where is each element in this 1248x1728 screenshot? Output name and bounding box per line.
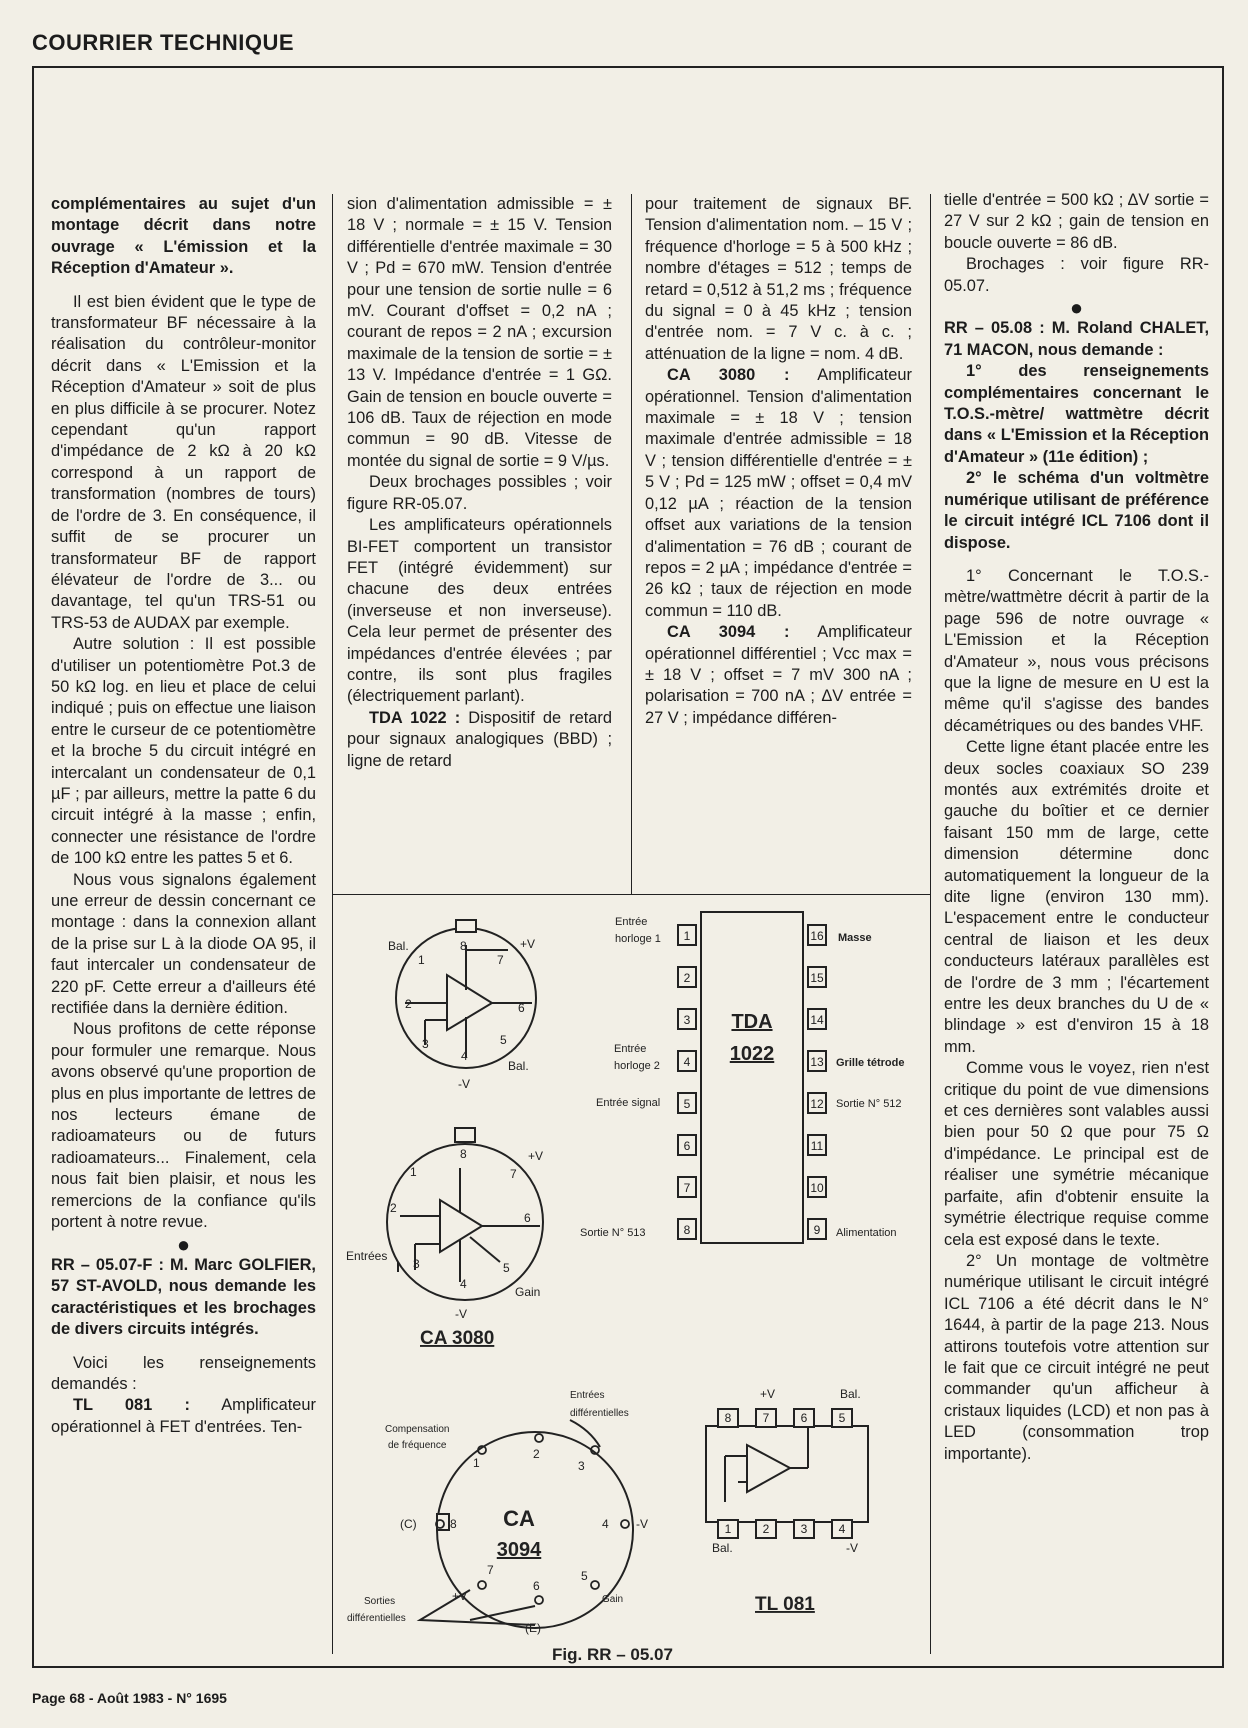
label-minus-v: -V bbox=[846, 1541, 858, 1555]
pin-marker bbox=[478, 1581, 486, 1589]
ca3080-title: CA 3080 bbox=[420, 1328, 495, 1349]
pin-number: 7 bbox=[510, 1167, 517, 1181]
pin-number: 1 bbox=[683, 929, 691, 943]
pin-number: 1 bbox=[410, 1165, 417, 1179]
pin-marker bbox=[621, 1520, 629, 1528]
pin-number: 5 bbox=[500, 1033, 507, 1047]
label-gain: Gain bbox=[602, 1594, 624, 1605]
pin-number: 6 bbox=[800, 1411, 808, 1425]
paragraph: Nous vous signalons également une erreur de dessin concernant ce montage : dans la connexion allant de la prise sur L à la diode OA 95, il faut intercaler un condensateur de 220 pF. Cette erreur a d'ailleurs été rectifiée dans la dernière édition. bbox=[51, 870, 316, 1018]
pin-number: 8 bbox=[683, 1223, 691, 1237]
pin-marker bbox=[535, 1596, 543, 1604]
pin-marker bbox=[535, 1434, 543, 1442]
pin-number: 6 bbox=[524, 1211, 531, 1225]
annotation-label: différentielles bbox=[570, 1408, 629, 1419]
paragraph: Autre solution : Il est possible d'utiliser un potentiomètre Pot.3 de 50 kΩ log. en lieu et place de celui indiqué ; puis on effectue une liaison entre le curseur de ce potentiomètre et la broche 5 du circuit intégré en intercalant un condensateur de 0,1 µF ; par ailleurs, mettre la patte 6 du circuit intégré à la masse ; enfin, connecter une résistance de l'ordre de 100 kΩ entre les pattes 5 et 6. bbox=[51, 635, 316, 868]
pin-marker bbox=[591, 1581, 599, 1589]
pin-number: 6 bbox=[683, 1139, 691, 1153]
paragraph: Cette ligne étant placée entre les deux socles coaxiaux SO 239 montés aux extrémités droite et gauche du boîtier et ce dernier faisant 150 mm de large, cette dimension détermine donc automatiquement la longueur de la dite ligne (environ 130 mm). L'espacement entre le conducteur central de liaison et les deux conducteurs latéraux parallèles est de l'ordre de 3 mm ; l'écartement entre les deux branches du U de « blindage » est d'environ 15 à 18 mm. bbox=[944, 738, 1209, 1056]
pin-number: 3 bbox=[422, 1037, 429, 1051]
paragraph: Les amplificateurs opérationnels BI-FET comportent un transistor FET (intégré évidemment) sur chacune des deux entrées (inverseuse et non inverseuse). Cela leur permet de présenter des impédances d'entrée élevées ; par contre, ils sont plus fragiles (électriquement parlant). bbox=[347, 516, 612, 706]
pin-number: 3 bbox=[413, 1257, 420, 1271]
pin-number: 7 bbox=[497, 953, 504, 967]
paragraph: 1° Concernant le T.O.S.-mètre/wattmètre décrit à partir de la page 596 de notre ouvrage « L'Emission et la Réception d'Amateur », nous vous précisons que la ligne de mesure en U est la même qu'il s'agisse des bandes décamétriques ou des bandes VHF. bbox=[944, 566, 1209, 735]
column-divider bbox=[930, 194, 931, 1654]
pin-number: 6 bbox=[518, 1001, 525, 1015]
label-e: (E) bbox=[525, 1621, 541, 1635]
pin-number: 8 bbox=[460, 939, 467, 953]
component-name: TL 081 : bbox=[73, 1396, 190, 1415]
column-1 bbox=[51, 194, 316, 1438]
page-footer: Page 68 - Août 1983 - N° 1695 bbox=[32, 1690, 227, 1706]
pin-number: 3 bbox=[578, 1459, 585, 1473]
paragraph bbox=[645, 365, 912, 622]
input-arrow bbox=[570, 1420, 600, 1447]
pin-number: 2 bbox=[390, 1201, 397, 1215]
paragraph: Voici les renseignements demandés : bbox=[51, 1353, 316, 1393]
package-tab bbox=[455, 1128, 475, 1142]
label-bal: Bal. bbox=[840, 1387, 861, 1401]
page-header-title: COURRIER TECHNIQUE bbox=[32, 30, 295, 55]
question-item: 1° des renseignements complémentaires concernant le T.O.S.-mètre/ wattmètre décrit dans « L'Emission et la Réception d'Amateur » (11e édition) ; bbox=[944, 362, 1209, 466]
pin-number: 8 bbox=[450, 1517, 457, 1531]
label-bal: Bal. bbox=[388, 939, 409, 953]
paragraph: Il est bien évident que le type de transformateur BF nécessaire à la réalisation du contrôleur-monitor décrit dans « L'Emission et la Réception d'Amateur » soit de plus en plus difficile à se procurer. Notez cependant qu'un rapport d'impédance de 2 kΩ à 20 kΩ correspond à un rapport de transformation (nombres de tours) de l'ordre de 3. En conséquence, il suffit de se procurer un transformateur BF de rapport élévateur de l'ordre de 3... ou davantage, tel qu'un TRS-51 ou TRS-53 de AUDAX par exemple. bbox=[51, 292, 316, 632]
paragraph: tielle d'entrée = 500 kΩ ; ΔV sortie = 27 V sur 2 kΩ ; gain de tension en boucle ouverte = 86 dB. bbox=[944, 191, 1209, 252]
pin-number: 9 bbox=[813, 1223, 821, 1237]
paragraph: 2° Un montage de voltmètre numérique utilisant le circuit intégré ICL 7106 a été décrit dans le N° 1644, à partir de la page 213. Nous attirons toutefois votre attention sur le fait que ce circuit intégré ne peut commander qu'un afficheur à cristaux liquides (LCD) et non pas à LED (consommation trop importante). bbox=[944, 1251, 1209, 1463]
label-plus-v: +V bbox=[760, 1387, 776, 1401]
tda1022-title-line1: TDA bbox=[731, 1011, 773, 1033]
paragraph-text: Amplificateur opérationnel à FET d'entrées. Ten- bbox=[51, 1396, 316, 1436]
pin-number: 4 bbox=[602, 1517, 609, 1531]
pin-label: Masse bbox=[838, 932, 872, 944]
annotation-label: différentielles bbox=[347, 1613, 406, 1624]
pin-label: Sortie N° 513 bbox=[580, 1227, 646, 1239]
opamp-symbol bbox=[747, 1445, 790, 1492]
figure-rr-05-07 bbox=[333, 895, 930, 1665]
output-lead bbox=[470, 1606, 535, 1620]
pin-number: 3 bbox=[800, 1522, 808, 1536]
pin-number: 15 bbox=[810, 971, 824, 985]
package-tab bbox=[456, 920, 476, 932]
pin-number: 4 bbox=[838, 1522, 846, 1536]
paragraph-text: Dispositif de retard pour signaux analogiques (BBD) ; ligne de retard bbox=[347, 708, 613, 770]
pin-number: 2 bbox=[533, 1447, 540, 1461]
label-bal: Bal. bbox=[508, 1059, 529, 1073]
label-plus-v: +V bbox=[452, 1589, 468, 1603]
paragraph-text: Amplificateur opérationnel. Tension d'alimentation maximale = ± 18 V ; tension maximale d'entrée admissible = 18 V ; tension différentielle d'entrée = ± 5 V ; Pd = 125 mW ; offset = 0,4 mV 0,12 µA ; réaction de la tension offset aux variations de la tension d'alimentation = 76 dB ; courant de repos = 2 µA ; impédance d'entrée = 26 kΩ ; taux de réjection en mode commun = 110 dB. bbox=[645, 366, 912, 620]
pin-number: 11 bbox=[810, 1139, 824, 1153]
paragraph: Brochages : voir figure RR-05.07. bbox=[944, 255, 1209, 295]
intro-text: complémentaires au sujet d'un montage décrit dans notre ouvrage « L'émission et la Réception d'Amateur ». bbox=[51, 195, 316, 278]
paragraph-text: Amplificateur opérationnel différentiel ; Vcc max = ± 18 V ; offset = 7 mV 300 nA ; polarisation = 700 nA ; ΔV entrée = 27 V ; impédance différen- bbox=[645, 623, 912, 727]
pin-number: 4 bbox=[460, 1277, 467, 1291]
pin-number: 2 bbox=[405, 997, 412, 1011]
paragraph: Comme vous le voyez, rien n'est critique du point de vue dimensions et ces dernières sont valables aussi bien pour 50 Ω que pour 75 Ω d'impédance. Le principal est de réaliser une symétrie mécanique parfaite, afin d'obtenir ensuite la symétrie électrique requise comme cela est exposé dans le texte. bbox=[944, 1059, 1209, 1249]
column-divider bbox=[631, 194, 632, 894]
label-bal: Bal. bbox=[712, 1541, 733, 1555]
pin-number: 4 bbox=[461, 1049, 468, 1063]
figure-caption: Fig. RR – 05.07 bbox=[552, 1645, 673, 1664]
pin-number: 6 bbox=[533, 1579, 540, 1593]
separator-bullet: ● bbox=[1069, 295, 1084, 321]
pin-label: horloge 2 bbox=[614, 1060, 660, 1072]
label-minus-v: -V bbox=[455, 1307, 467, 1321]
pin-number: 2 bbox=[683, 971, 691, 985]
pin-number: 5 bbox=[581, 1569, 588, 1583]
ca3094-title-line2: 3094 bbox=[496, 1539, 542, 1561]
label-minus-v: -V bbox=[636, 1517, 648, 1531]
pin-label: horloge 1 bbox=[615, 933, 661, 945]
separator-bullet: ● bbox=[176, 1231, 191, 1257]
paragraph: sion d'alimentation admissible = ± 18 V ; normale = ± 15 V. Tension différentielle d'entrée maximale = 30 V ; Pd = 670 mW. Tension d'entrée pour une tension de sortie nulle = 6 mV. Courant d'offset = 0,2 nA ; courant de repos = 2 nA ; excursion maximale de la tension de sortie = ± 13 V. Impédance d'entrée = 1 GΩ. Gain de tension en boucle ouverte = 106 dB. Taux de réjection en mode commun = 90 dB. Vitesse de montée du signal de sortie = 9 V/µs. bbox=[347, 195, 612, 470]
pin-number: 3 bbox=[683, 1013, 691, 1027]
label-entrees: Entrées bbox=[346, 1249, 388, 1263]
pin-number: 16 bbox=[810, 929, 824, 943]
pin-number: 1 bbox=[473, 1456, 480, 1470]
paragraph: Nous profitons de cette réponse pour formuler une remarque. Nous avons observé qu'une proportion de plus en plus importante de lettres de nos lecteurs émane de radioamateurs ou de futurs radioamateurs... Finalement, cela nous fait bien plaisir, et nous les remercions de la confiance qu'ils portent à notre revue. bbox=[51, 1020, 316, 1232]
pin-number: 7 bbox=[487, 1563, 494, 1577]
pin-number: 4 bbox=[683, 1055, 691, 1069]
pin-number: 13 bbox=[810, 1055, 824, 1069]
output-lead bbox=[420, 1590, 535, 1625]
label-plus-v: +V bbox=[528, 1149, 544, 1163]
pin-label: Grille tétrode bbox=[836, 1057, 905, 1069]
tl081-title: TL 081 bbox=[755, 1594, 815, 1615]
pin-label: Entrée bbox=[614, 1043, 647, 1055]
label-minus-v: -V bbox=[458, 1077, 470, 1091]
annotation-label: Compensation bbox=[385, 1424, 450, 1435]
pin-number: 5 bbox=[838, 1411, 846, 1425]
pin-number: 5 bbox=[683, 1097, 691, 1111]
tl081-body bbox=[706, 1426, 868, 1522]
tda1022-title-line2: 1022 bbox=[729, 1043, 775, 1065]
pin-number: 1 bbox=[418, 953, 425, 967]
pin-number: 1 bbox=[724, 1522, 732, 1536]
pin-number: 8 bbox=[460, 1147, 467, 1161]
pin-number: 7 bbox=[683, 1181, 691, 1195]
pin-number: 5 bbox=[503, 1261, 510, 1275]
ca3094-title-line1: CA bbox=[503, 1506, 535, 1531]
paragraph: Deux brochages possibles ; voir figure RR-05.07. bbox=[347, 473, 612, 513]
paragraph bbox=[645, 622, 912, 729]
paragraph bbox=[51, 1395, 316, 1438]
pin-number: 10 bbox=[810, 1181, 824, 1195]
column-4 bbox=[944, 190, 1209, 1465]
component-name: CA 3080 : bbox=[667, 366, 790, 385]
question-heading: RR – 05.08 : M. Roland CHALET, 71 MACON, nous demande : bbox=[944, 319, 1209, 359]
label-gain: Gain bbox=[515, 1285, 541, 1299]
pin-label: Entrée bbox=[615, 916, 648, 928]
annotation-label: Sorties bbox=[364, 1596, 396, 1607]
pin-number: 8 bbox=[724, 1411, 732, 1425]
pin-number: 12 bbox=[810, 1097, 824, 1111]
pin-label: Alimentation bbox=[836, 1227, 897, 1239]
question-item: 2° le schéma d'un voltmètre numérique utilisant de préférence le circuit intégré ICL 7106 dont il dispose. bbox=[944, 469, 1209, 552]
pin-label: Sortie N° 512 bbox=[836, 1098, 902, 1110]
pin-label: Entrée signal bbox=[596, 1097, 661, 1109]
component-name: TDA 1022 : bbox=[369, 708, 461, 727]
column-2 bbox=[347, 194, 612, 772]
annotation-label: de fréquence bbox=[388, 1440, 447, 1451]
column-3 bbox=[645, 194, 912, 729]
label-c: (C) bbox=[400, 1517, 417, 1531]
pin-number: 7 bbox=[762, 1411, 770, 1425]
annotation-label: Entrées bbox=[570, 1390, 605, 1401]
question-heading: RR – 05.07-F : M. Marc GOLFIER, 57 ST-AVOLD, nous demande les caractéristiques et les brochages de divers circuits intégrés. bbox=[51, 1255, 316, 1339]
pin-number: 2 bbox=[762, 1522, 770, 1536]
paragraph: pour traitement de signaux BF. Tension d'alimentation nom. – 15 V ; fréquence d'horloge = 5 à 500 kHz ; nombre d'étages = 512 ; temps de retard = 0,512 à 51,2 ms ; fréquence du signal = 0 à 45 kHz ; tension d'entrée nom. = 7 V c. à c. ; atténuation de la ligne = nom. 4 dB. bbox=[645, 195, 912, 363]
pin-number: 14 bbox=[810, 1013, 824, 1027]
label-plus-v: +V bbox=[520, 937, 536, 951]
tda1022-body bbox=[701, 912, 803, 1243]
component-name: CA 3094 : bbox=[667, 623, 790, 642]
opamp-symbol bbox=[447, 975, 492, 1030]
paragraph bbox=[347, 708, 612, 772]
